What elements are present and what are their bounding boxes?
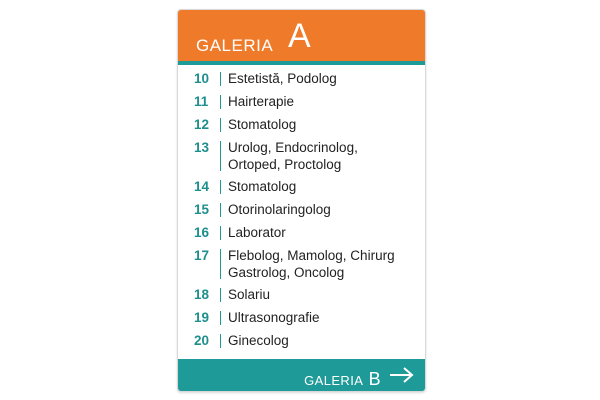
divider [220,180,221,194]
entry-label: Estetistă, Podolog [228,71,337,86]
entry-label: Stomatolog [228,179,297,194]
entry-number: 12 [194,117,210,132]
entry-label: Solariu [228,287,271,302]
divider [220,226,221,240]
divider [220,118,221,132]
footer-label-text: GALERIA [304,373,363,388]
divider [220,141,221,171]
entry-label: Hairterapie [228,94,295,109]
entry-number: 13 [194,140,210,155]
sign-header [178,10,425,61]
list-item [178,247,425,281]
entry-label: Stomatolog [228,117,297,132]
divider [220,288,221,302]
entry-number: 10 [194,71,210,86]
entry-number: 18 [194,287,210,302]
entry-number: 14 [194,179,210,194]
entry-number: 11 [194,94,209,109]
footer-letter: B [368,369,381,389]
list-item [178,286,425,304]
list-item [178,93,425,111]
entry-label: Flebolog, Mamolog, Chirurg Gastrolog, Oncolog [228,248,395,280]
header-stripe [178,61,425,65]
entry-number: 15 [194,202,210,217]
header-letter: A [288,17,311,55]
divider [220,95,221,109]
entry-number: 16 [194,225,210,240]
entry-number: 17 [194,248,210,263]
arrow-right-icon [389,366,415,384]
list-item [178,332,425,350]
list-item [178,139,425,173]
footer-label [304,369,381,390]
divider [220,311,221,325]
entry-number: 19 [194,310,210,325]
header-label: GALERIA [196,36,274,55]
entry-label: Urolog, Endocrinolog, Ortoped, Proctolog [228,140,358,172]
directory-sign [177,9,426,392]
divider [220,72,221,86]
entry-label: Laborator [228,225,286,240]
divider [220,334,221,348]
divider [220,249,221,279]
entry-label: Otorinolaringolog [228,202,331,217]
entry-number: 20 [194,333,210,348]
list-item [178,201,425,219]
divider [220,203,221,217]
entry-list [178,70,425,355]
list-item [178,178,425,196]
entry-label: Ginecolog [228,333,289,348]
list-item [178,309,425,327]
list-item [178,70,425,88]
list-item [178,224,425,242]
sign-footer [178,359,425,391]
entry-label: Ultrasonografie [228,310,320,325]
list-item [178,116,425,134]
